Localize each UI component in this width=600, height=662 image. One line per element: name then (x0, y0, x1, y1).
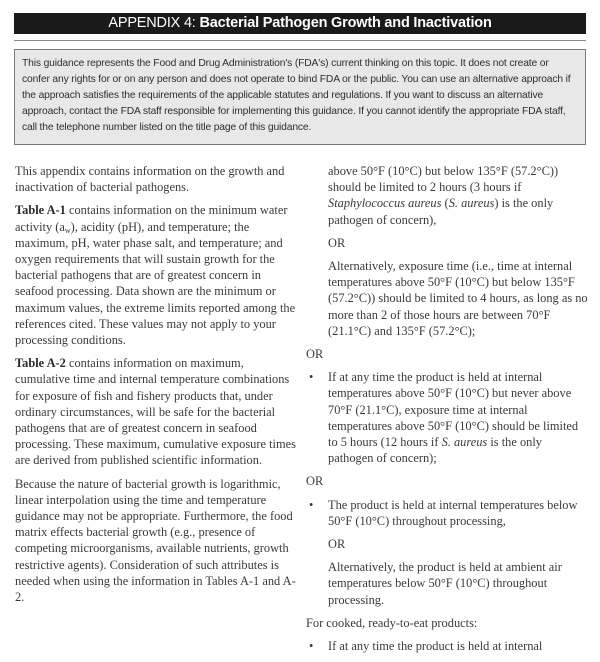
continuation-text-1: above 50°F (10°C) but below 135°F (57.2°C)) should be limited to 2 hours (3 hours if (328, 164, 559, 195)
bullet-1-text-2: is the only pathogen of concern); (328, 435, 542, 466)
bullet-item-1 (306, 369, 590, 466)
bullet-item-2 (306, 497, 590, 529)
bullet-item-3 (306, 638, 590, 654)
table-a1-paragraph (15, 202, 300, 348)
bullet-3-text: If at any time the product is held at internal (328, 639, 543, 654)
continuation-paragraph (306, 163, 590, 228)
continuation-text-2: ( (441, 196, 449, 211)
appendix-title: Bacterial Pathogen Growth and Inactivation (199, 15, 492, 31)
or-separator-1: OR (328, 235, 346, 250)
table-a1-label: Table A-1 (15, 203, 66, 218)
cooked-products-heading: For cooked, ready-to-eat products: (306, 615, 478, 630)
title-divider (14, 40, 586, 41)
water-activity-subscript: w (64, 225, 71, 235)
continuation-text-3: ) is the only pathogen of concern), (328, 196, 554, 227)
appendix-prefix: APPENDIX 4: (108, 15, 200, 31)
or-separator-3: OR (306, 474, 324, 489)
left-column (15, 163, 300, 612)
closing-paragraph: Because the nature of bacterial growth is logarithmic, linear interpolation using the time and temperature guidance may not be appropriate. Furthermore, the food matrix effects bacterial growth (e.g., presence of competing microorganisms, available nutrients, growth restrictive agents). Consideration of such attributes is needed when using the information in Tables A-1 and A-2. (15, 476, 296, 605)
bullet-1-italic: S. aureus (441, 435, 488, 450)
alternative-paragraph-1: Alternatively, exposure time (i.e., time at internal temperatures above 50°F (10°C) but below 135°F (57.2°C)) should be limited to 4 hours, as long as no more than 2 of those hours are between 70°F (21.1°C) and 135°F (57.2°C); (328, 259, 588, 338)
intro-paragraph: This appendix contains information on the growth and inactivation of bacterial pathogens. (15, 164, 285, 195)
bullet-icon: • (309, 639, 314, 654)
or-separator-2: OR (306, 347, 324, 362)
table-a2-label: Table A-2 (15, 356, 66, 371)
disclaimer-text: This guidance represents the Food and Drug Administration's (FDA's) current thinking on this topic. It does not create or confer any rights for or on any person and does not operate to bind FDA or the public. You can use an alternative approach if the approach satisfies the requirements of the applicable statutes and regulations. If you want to discuss an alternative approach, contact the FDA staff responsible for implementing this guidance. If you cannot identify the appropriate FDA staff, call the telephone number listed on the title page of this guidance. (22, 58, 571, 133)
right-column (306, 163, 590, 661)
table-a2-paragraph (15, 355, 300, 468)
bullet-1-text-1: If at any time the product is held at internal temperatures above 50°F (10°C) but never above 70°F (21.1°C), exposure time at internal temperatures above 50°F (10°C) should be limited to 5 hours (12 hours if (328, 370, 579, 450)
alternative-paragraph-2: Alternatively, the product is held at ambient air temperatures below 50°F (10°C) throughout processing. (328, 560, 562, 607)
table-a2-text: contains information on maximum, cumulative time and internal temperature combinations for exposure of fish and fishery products that, under ordinary circumstances, will be safe for the bacterial pathogens that are of greatest concern in seafood processing. These maximum, cumulative exposure times are derived from published scientific information. (15, 356, 296, 468)
table-a1-text-1: contains information on the minimum water activity (a (15, 203, 288, 234)
bullet-icon: • (309, 370, 314, 385)
or-separator-4: OR (328, 537, 346, 552)
table-a1-text-2: ), acidity (pH), and temperature; the maximum, pH, water phase salt, and temperature; and oxygen requirements that will sustain growth for the bacterial pathogens that are of greatest concern in seafood processing. Data shown are the minimum or maximum values, the extreme limits reported among the references cited. These values may not apply to your processing conditions. (15, 219, 296, 348)
bullet-icon: • (309, 497, 314, 512)
staph-name: Staphylococcus aureus (328, 196, 442, 211)
s-aureus-abbrev: S. aureus (448, 196, 495, 211)
bullet-2-text: The product is held at internal temperatures below 50°F (10°C) throughout processing, (328, 497, 578, 528)
appendix-title-bar (14, 13, 586, 34)
disclaimer-box (14, 49, 586, 145)
